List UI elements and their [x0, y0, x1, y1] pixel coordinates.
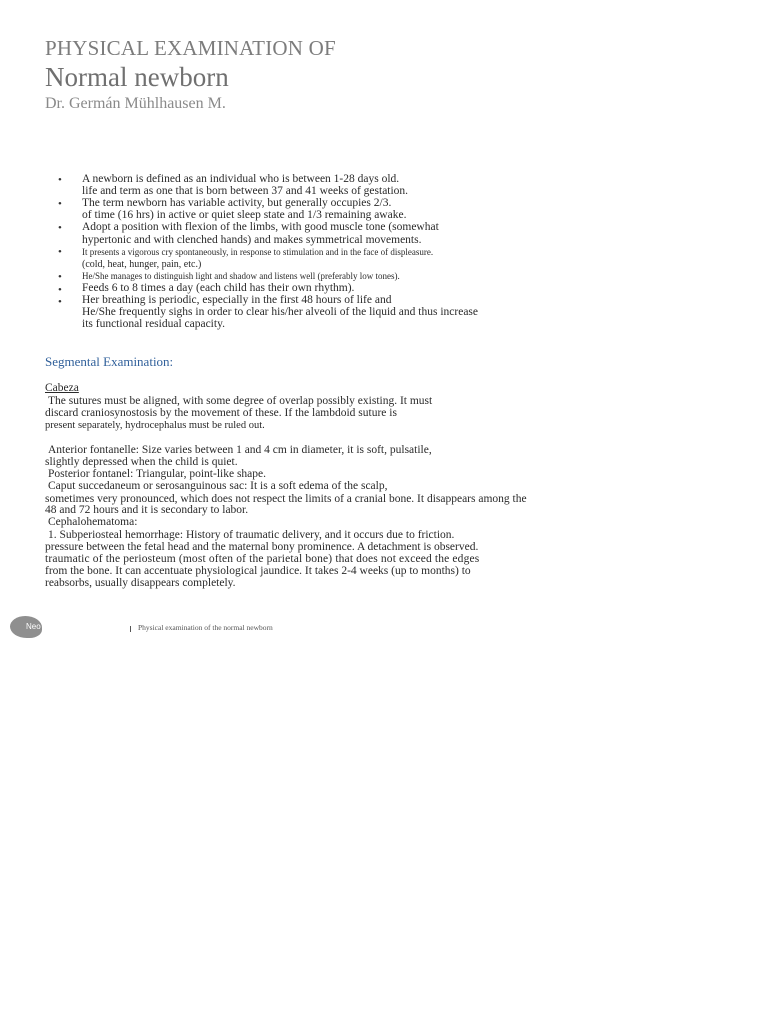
paragraph-line: from the bone. It can accentuate physiological jaundice. It takes 2-4 weeks (up to months) to — [45, 565, 471, 577]
bullet-marker: • — [58, 271, 62, 283]
paragraph-line: present separately, hydrocephalus must be ruled out. — [45, 420, 265, 431]
bullet-line: hypertonic and with clenched hands) and makes symmetrical movements. — [82, 234, 422, 246]
bullet-marker: • — [58, 222, 62, 234]
bullet-line: of time (16 hrs) in active or quiet sleep state and 1/3 remaining awake. — [82, 209, 407, 221]
document-title: PHYSICAL EXAMINATION OF — [45, 36, 336, 60]
paragraph-line: pressure between the fetal head and the maternal bony prominence. A detachment is observed. — [45, 541, 479, 553]
bullet-line: life and term as one that is born between 37 and 41 weeks of gestation. — [82, 185, 409, 197]
bullet-line: Feeds 6 to 8 times a day (each child has their own rhythm). — [82, 282, 355, 294]
paragraph-line: Caput succedaneum or serosanguinous sac: It is a soft edema of the scalp, — [48, 480, 388, 492]
bullet-marker: • — [58, 198, 62, 210]
footer-tab — [10, 616, 42, 638]
bullet-marker: • — [58, 284, 62, 296]
bullet-line: Adopt a position with flexion of the limbs, with good muscle tone (somewhat — [82, 221, 439, 233]
bullet-line: It presents a vigorous cry spontaneously, in response to stimulation and in the face of displeasure. — [82, 247, 434, 257]
paragraph-line: 48 and 72 hours and it is secondary to labor. — [45, 504, 249, 516]
bullet-line: The term newborn has variable activity, but generally occupies 2/3. — [82, 197, 392, 209]
paragraph-line: discard craniosynostosis by the movement of these. If the lambdoid suture is — [45, 407, 397, 419]
bullet-line: He/She manages to distinguish light and shadow and listens well (preferably low tones). — [82, 271, 400, 281]
paragraph-line: slightly depressed when the child is quiet. — [45, 456, 238, 468]
bullet-line: He/She frequently sighs in order to clear his/her alveoli of the liquid and thus increase — [82, 306, 478, 318]
paragraph-line: traumatic of the periosteum (most often of the parietal bone) that does not exceed the edges — [45, 553, 480, 565]
bullet-marker: • — [58, 296, 62, 308]
footer-tab-text: Neo — [26, 622, 41, 631]
paragraph-line: reabsorbs, usually disappears completely. — [45, 577, 236, 589]
paragraph-line: 1. Subperiosteal hemorrhage: History of traumatic delivery, and it occurs due to friction. — [48, 529, 455, 541]
paragraph-line: sometimes very pronounced, which does not respect the limits of a cranial bone. It disappears among the — [45, 493, 527, 505]
document-author: Dr. Germán Mühlhausen M. — [45, 95, 226, 112]
running-title: Physical examination of the normal newborn — [138, 623, 273, 632]
paragraph-line: Posterior fontanel: Triangular, point-like shape. — [48, 468, 267, 480]
footer-divider — [130, 626, 131, 632]
paragraph-line: The sutures must be aligned, with some degree of overlap possibly existing. It must — [48, 395, 433, 407]
bullet-line: A newborn is defined as an individual who is between 1-28 days old. — [82, 173, 400, 185]
paragraph-line: Cephalohematoma: — [48, 516, 138, 528]
bullet-line: Her breathing is periodic, especially in the first 48 hours of life and — [82, 294, 392, 306]
document-subtitle: Normal newborn — [45, 62, 229, 92]
subsection-heading: Cabeza — [45, 382, 79, 394]
bullet-marker: • — [58, 246, 62, 258]
paragraph-line: Anterior fontanelle: Size varies between 1 and 4 cm in diameter, it is soft, pulsatile, — [48, 444, 432, 456]
bullet-line: its functional residual capacity. — [82, 318, 225, 330]
section-heading: Segmental Examination: — [45, 354, 174, 369]
bullet-line: (cold, heat, hunger, pain, etc.) — [82, 259, 202, 270]
bullet-marker: • — [58, 174, 62, 186]
